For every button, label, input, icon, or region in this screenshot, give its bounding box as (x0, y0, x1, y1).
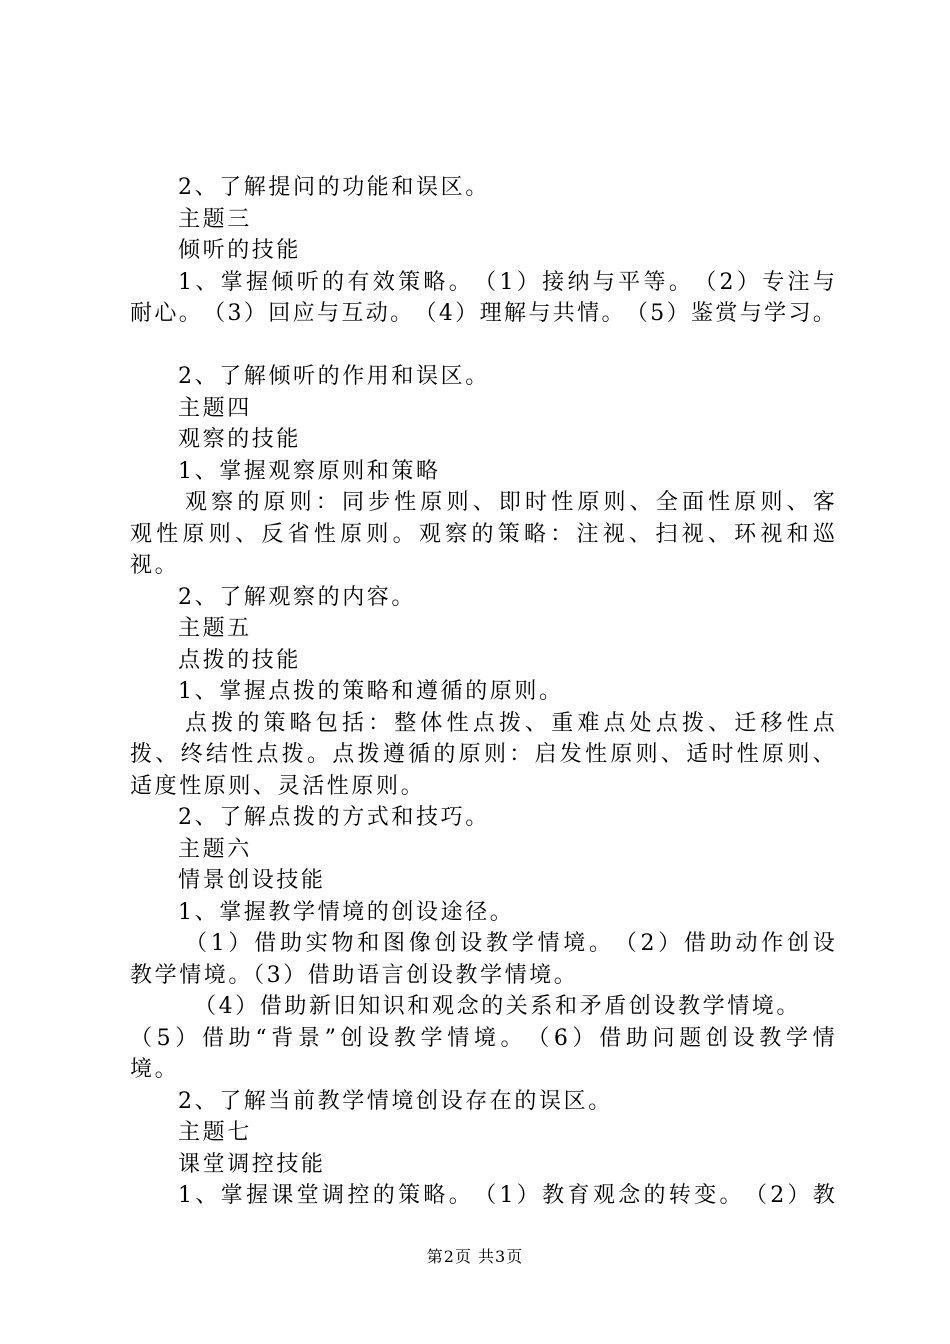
section-title: 倾听的技能 (178, 238, 302, 263)
section-heading: 主题五 (178, 616, 252, 641)
text-line: 适度性原则、灵活性原则。 (130, 773, 426, 799)
section-title: 点拨的技能 (178, 647, 302, 673)
text-line: 拨 、 终 结 性 点 拨 。 点 拨 遵 循 的 原 则 ： 启 发 性 原 则 、 适 时 性 原 则 、 (130, 742, 835, 767)
text-line: 1、掌握观察原则和策略 (178, 458, 441, 484)
section-heading: 主题四 (178, 395, 252, 421)
section-title: 观察的技能 (178, 427, 302, 452)
section-heading: 主题六 (178, 836, 252, 862)
text-line: 点 拨 的 策 略 包 括 ： 整 体 性 点 拨 、 重 难 点 处 点 拨 、 迁 移 性 点 (185, 710, 835, 736)
text-line: 观 性 原 则 、 反 省 性 原 则 。 观 察 的 策 略 ： 注 视 、 扫 视 、 环 视 和 巡 (130, 521, 835, 547)
text-line: 教学情境。（3）借助语言创设教学情境。 (130, 962, 579, 988)
text-line: （ 5 ） 借 助 “ 背 景 ” 创 设 教 学 情 境 。 （ 6 ） 借 助 问 题 创 设 教 学 情 (130, 1025, 835, 1051)
text-line: 境。 (130, 1057, 180, 1082)
section-title: 课堂调控技能 (178, 1151, 326, 1177)
text-line: （4）借助新旧知识和观念的关系和矛盾创设教学情境。 (194, 994, 801, 1019)
text-line: 2、了解当前教学情境创设存在的误区。 (178, 1088, 613, 1114)
section-heading: 主题七 (178, 1120, 252, 1145)
section-heading: 主题三 (178, 206, 252, 232)
document-body (130, 172, 835, 1212)
text-line: 1 、 掌 握 课 堂 调 控 的 策 略 。 （ 1 ） 教 育 观 念 的 转 变 。 （ 2 ） 教 (178, 1183, 835, 1208)
section-title: 情景创设技能 (178, 868, 326, 893)
text-line: 2、了解观察的内容。 (178, 584, 416, 610)
text-line: 耐 心 。 （ 3 ） 回 应 与 互 动 。 （ 4 ） 理 解 与 共 情 。 （ 5 ） 鉴 赏 与 学 习 。 (130, 301, 835, 326)
text-line: 1、掌握教学情境的创设途径。 (178, 899, 515, 925)
text-line: （ 1 ） 借 助 实 物 和 图 像 创 设 教 学 情 境 。 （ 2 ） 借 助 动 作 创 设 (185, 931, 835, 956)
text-line: 视。 (130, 553, 180, 578)
text-line: 1、掌握点拨的策略和遵循的原则。 (178, 679, 564, 704)
page-number-footer: 第2页 共3页 (426, 1247, 524, 1266)
text-line: 观 察 的 原 则 ： 同 步 性 原 则 、 即 时 性 原 则 、 全 面 性 原 则 、 客 (185, 490, 835, 515)
blank-line (130, 330, 835, 362)
text-line: 2、了解提问的功能和误区。 (178, 175, 490, 200)
text-line: 2、了解倾听的作用和误区。 (178, 364, 490, 389)
text-line: 2、了解点拨的方式和技巧。 (178, 805, 490, 830)
text-line: 1 、 掌 握 倾 听 的 有 效 策 略 。 （ 1 ） 接 纳 与 平 等 。 （ 2 ） 专 注 与 (178, 269, 835, 295)
